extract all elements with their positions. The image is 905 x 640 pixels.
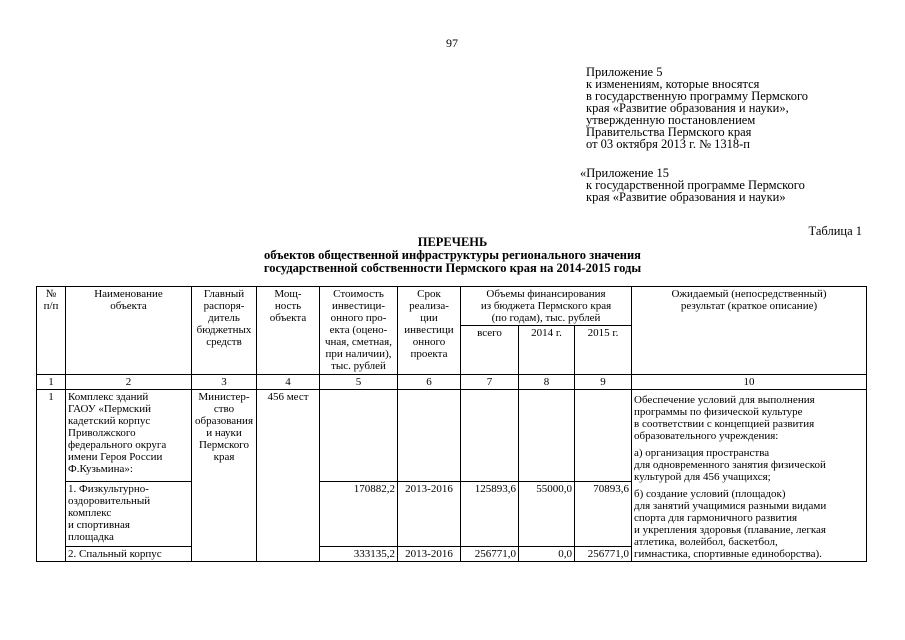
- appendix-5-line: от 03 октября 2013 г. № 1318-п: [586, 137, 750, 151]
- subobject-cost: 170882,2: [320, 481, 398, 546]
- object-2015: [575, 390, 632, 482]
- column-number: 1: [37, 375, 66, 390]
- column-number: 10: [632, 375, 867, 390]
- header-period: Срок реализа- ции инвестици онного проекта: [398, 287, 461, 375]
- object-period: [398, 390, 461, 482]
- result-line: для одновременного занятия физической: [634, 459, 826, 471]
- appendix-5-header: [586, 66, 808, 150]
- header-2014: 2014 г.: [519, 326, 575, 375]
- header-name: Наименование объекта: [66, 287, 192, 375]
- header-manager: Главный распоря- дитель бюджетных средств: [192, 287, 257, 375]
- result-line: образовательного учреждения:: [634, 430, 779, 442]
- object-total: [461, 390, 519, 482]
- object-cost: [320, 390, 398, 482]
- column-number: 6: [398, 375, 461, 390]
- column-number: 2: [66, 375, 192, 390]
- header-cost: Стоимость инвестици- онного про- екта (оцено- чная, сметная, при наличии), тыс. рублей: [320, 287, 398, 375]
- subobject-name: 1. Физкультурно- оздоровительный комплекс и спортивная площадка: [66, 481, 192, 546]
- expected-result: [632, 390, 867, 562]
- result-line: а) организация пространства: [634, 447, 770, 459]
- appendix-15-line: «Приложение 15: [580, 166, 669, 180]
- appendix-15-line: к государственной программе Пермского: [586, 178, 805, 192]
- row-num: 1: [37, 390, 66, 562]
- objects-table: [36, 286, 867, 562]
- column-number: 9: [575, 375, 632, 390]
- header-result: Ожидаемый (непосредственный) результат (краткое описание): [632, 287, 867, 375]
- document-subtitle: государственной собственности Пермского края на 2014-2015 годы: [263, 261, 642, 275]
- result-line: программы по физической культуре: [634, 406, 803, 418]
- column-number: 4: [257, 375, 320, 390]
- result-line: спорта для гармоничного развития: [634, 512, 798, 524]
- subobject-2014: 0,0: [519, 546, 575, 561]
- result-line: для занятий учащимися разными видами: [634, 500, 827, 512]
- appendix-5-line: Приложение 5: [586, 65, 663, 79]
- result-line: б) создание условий (площадок): [634, 488, 786, 500]
- table-label: Таблица 1: [808, 224, 862, 238]
- appendix-5-line: утвержденную постановлением: [586, 113, 756, 127]
- table-row: [37, 390, 867, 482]
- document-title: ПЕРЕЧЕНЬ: [417, 235, 488, 249]
- appendix-5-line: края «Развитие образования и науки»,: [586, 101, 789, 115]
- column-number: 3: [192, 375, 257, 390]
- result-line: и укрепления здоровья (плавание, легкая: [634, 524, 826, 536]
- column-number: 8: [519, 375, 575, 390]
- subobject-2015: 70893,6: [575, 481, 632, 546]
- result-line: атлетика, волейбол, баскетбол,: [634, 536, 778, 548]
- result-line: в соответствии с концепцией развития: [634, 418, 815, 430]
- column-number: 7: [461, 375, 519, 390]
- subobject-period: 2013-2016: [398, 481, 461, 546]
- page-number: 97: [446, 36, 458, 50]
- header-2015: 2015 г.: [575, 326, 632, 375]
- subobject-total: 125893,6: [461, 481, 519, 546]
- result-line: Обеспечение условий для выполнения: [634, 394, 815, 406]
- appendix-5-line: в государственную программу Пермского: [586, 89, 809, 103]
- object-2014: [519, 390, 575, 482]
- appendix-5-line: к изменениям, которые вносятся: [586, 77, 760, 91]
- result-line: гимнастика, спортивные единоборства).: [634, 548, 822, 560]
- header-num: № п/п: [37, 287, 66, 375]
- subobject-cost: 333135,2: [320, 546, 398, 561]
- column-number: 5: [320, 375, 398, 390]
- object-manager: Министер- ство образования и науки Пермского края: [192, 390, 257, 562]
- appendix-15-line: края «Развитие образования и науки»: [586, 190, 786, 204]
- subobject-2015: 256771,0: [575, 546, 632, 561]
- header-capacity: Мощ- ность объекта: [257, 287, 320, 375]
- appendix-5-line: Правительства Пермского края: [586, 125, 752, 139]
- object-capacity: 456 мест: [257, 390, 320, 562]
- header-financing: Объемы финансирования из бюджета Пермского края (по годам), тыс. рублей: [461, 287, 632, 326]
- subobject-period: 2013-2016: [398, 546, 461, 561]
- header-total: всего: [461, 326, 519, 375]
- subobject-2014: 55000,0: [519, 481, 575, 546]
- result-line: культурой для 456 учащихся;: [634, 471, 771, 483]
- document-subtitle: объектов общественной инфраструктуры регионального значения: [264, 248, 641, 262]
- subobject-total: 256771,0: [461, 546, 519, 561]
- object-name: Комплекс зданий ГАОУ «Пермский кадетский корпус Приволжского федерального округа имени Героя России Ф.Кузьмина»:: [66, 390, 192, 482]
- appendix-15-header: [580, 167, 805, 203]
- subobject-name: 2. Спальный корпус: [66, 546, 192, 561]
